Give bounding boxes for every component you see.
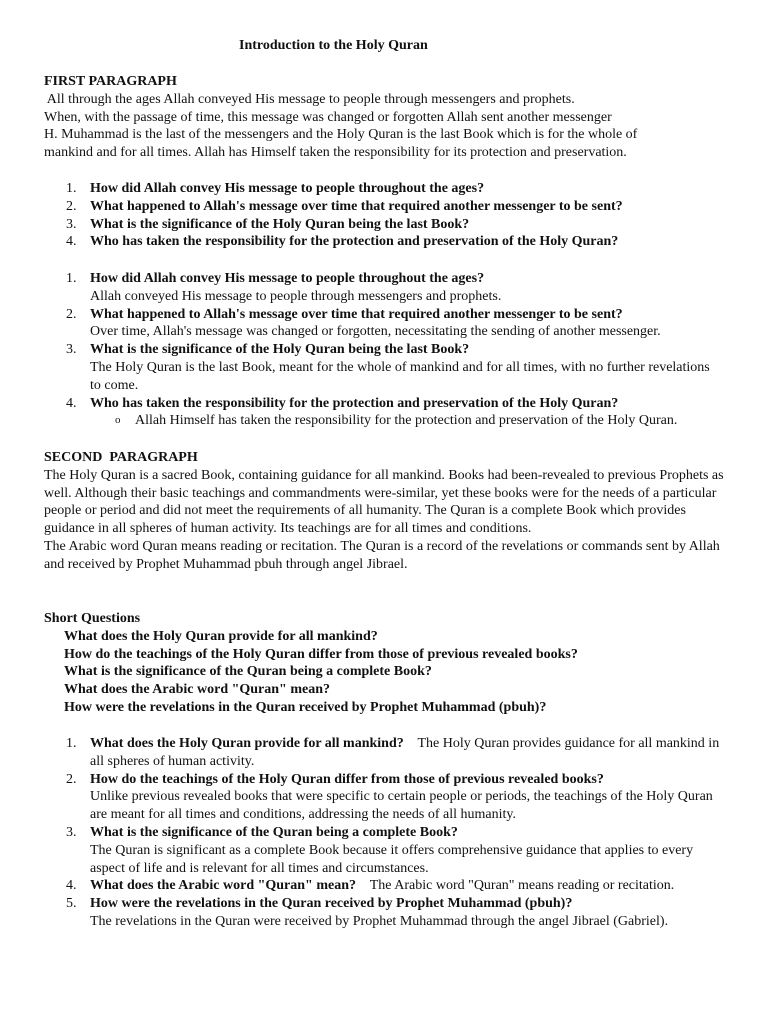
list-item bbox=[44, 180, 734, 198]
list-number: 1. bbox=[66, 271, 77, 286]
question-text: How do the teachings of the Holy Quran differ from those of previous revealed books? bbox=[90, 771, 604, 787]
list-item bbox=[44, 198, 734, 216]
answer-text: Allah conveyed His message to people through messengers and prophets. bbox=[90, 288, 502, 304]
answer-text: The Holy Quran provides guidance for all mankind in all spheres of human activity. bbox=[90, 736, 720, 769]
list-item bbox=[44, 877, 724, 895]
answer-text: The Quran is significant as a complete Book because it offers comprehensive guidance that applies to every aspect of life and is relevant for all times and circumstances. bbox=[90, 842, 694, 876]
short-questions-heading: Short Questions bbox=[44, 611, 141, 626]
list-number: 4. bbox=[66, 395, 77, 411]
list-item bbox=[44, 771, 724, 824]
question-text: What does the Holy Quran provide for all mankind? bbox=[90, 736, 404, 751]
list-number: 1. bbox=[66, 736, 77, 751]
list-number: 5. bbox=[66, 896, 77, 912]
short-question: What is the significance of the Quran being a complete Book? bbox=[64, 664, 432, 680]
question-text: How did Allah convey His message to people throughout the ages? bbox=[90, 181, 485, 196]
list-number: 4. bbox=[66, 234, 77, 250]
list-number: 3. bbox=[66, 824, 77, 840]
list-number: 2. bbox=[66, 306, 77, 322]
first-questions-list bbox=[44, 180, 734, 251]
list-item bbox=[44, 895, 724, 931]
answer-subitem bbox=[44, 412, 734, 430]
first-paragraph-line: H. Muhammad is the last of the messengers and the Holy Quran is the last Book which is for the whole of bbox=[44, 127, 638, 143]
list-item bbox=[44, 233, 734, 251]
question-text: How were the revelations in the Quran received by Prophet Muhammad (pbuh)? bbox=[90, 896, 573, 912]
list-item bbox=[44, 735, 724, 771]
question-text: How did Allah convey His message to people throughout the ages? bbox=[90, 271, 485, 286]
list-number: 1. bbox=[66, 181, 77, 196]
list-number: 3. bbox=[66, 216, 77, 232]
short-question: How do the teachings of the Holy Quran differ from those of previous revealed books? bbox=[64, 646, 578, 662]
second-paragraph-body: The Holy Quran is a sacred Book, containing guidance for all mankind. Books had been-revealed to previous Prophets as well. Although their basic teachings and commandments were-similar, yet these books were for the needs of a particular people or period and did not meet the requirements of all humanity. The Quran is a complete Book which provides guidance in all spheres of human activity. Its teachings are for all times and conditions. bbox=[44, 467, 724, 537]
first-paragraph-section bbox=[44, 73, 734, 162]
answer-text: The Arabic word "Quran" means reading or recitation. bbox=[369, 878, 675, 894]
second-paragraph-heading: SECOND PARAGRAPH bbox=[44, 450, 198, 465]
bullet-marker: o bbox=[115, 414, 121, 427]
question-text: What is the significance of the Holy Quran being the last Book? bbox=[90, 216, 470, 232]
list-number: 2. bbox=[66, 198, 77, 214]
answer-text: Unlike previous revealed books that were specific to certain people or periods, the teachings of the Holy Quran are meant for all times and conditions, addressing the needs of all humanity. bbox=[90, 789, 713, 823]
list-number: 4. bbox=[66, 878, 77, 894]
document-title: Introduction to the Holy Quran bbox=[239, 38, 428, 53]
question-text: Who has taken the responsibility for the protection and preservation of the Holy Quran? bbox=[90, 234, 619, 250]
list-number: 3. bbox=[66, 342, 77, 358]
question-text: What happened to Allah's message over time that required another messenger to be sent? bbox=[90, 198, 623, 214]
list-item bbox=[44, 824, 724, 877]
question-text: What does the Arabic word "Quran" mean? bbox=[90, 878, 356, 894]
first-paragraph-line: mankind and for all times. Allah has Himself taken the responsibility for its protection and preservation. bbox=[44, 145, 627, 161]
answer-text: Over time, Allah's message was changed or forgotten, necessitating the sending of another messenger. bbox=[90, 324, 661, 340]
first-paragraph-heading: FIRST PARAGRAPH bbox=[44, 74, 177, 89]
list-item bbox=[44, 306, 734, 342]
question-text: What is the significance of the Quran being a complete Book? bbox=[90, 824, 458, 840]
question-text: Who has taken the responsibility for the protection and preservation of the Holy Quran? bbox=[90, 395, 619, 411]
list-item bbox=[44, 216, 734, 234]
answer-text: Allah Himself has taken the responsibility for the protection and preservation of the Holy Quran. bbox=[135, 413, 678, 429]
first-answers-list bbox=[44, 270, 734, 430]
list-item bbox=[44, 270, 734, 306]
short-question: How were the revelations in the Quran received by Prophet Muhammad (pbuh)? bbox=[64, 699, 547, 715]
short-question: What does the Holy Quran provide for all mankind? bbox=[64, 628, 378, 644]
first-paragraph-line: When, with the passage of time, this message was changed or forgotten Allah sent another messenger bbox=[44, 109, 612, 125]
list-item bbox=[44, 341, 734, 394]
short-question: What does the Arabic word "Quran" mean? bbox=[64, 682, 330, 698]
list-item bbox=[44, 395, 734, 413]
second-answers-list bbox=[44, 735, 724, 931]
answer-text: The revelations in the Quran were received by Prophet Muhammad through the angel Jibrael (Gabriel). bbox=[90, 913, 669, 929]
second-paragraph-section bbox=[44, 449, 724, 574]
second-paragraph-body: The Arabic word Quran means reading or recitation. The Quran is a record of the revelations or commands sent by Allah and received by Prophet Muhammad pbuh through angel Jibrael. bbox=[44, 538, 720, 572]
first-paragraph-line: All through the ages Allah conveyed His message to people through messengers and prophets. bbox=[44, 91, 575, 107]
question-text: What is the significance of the Holy Quran being the last Book? bbox=[90, 342, 470, 358]
short-questions-section bbox=[44, 610, 734, 717]
list-number: 2. bbox=[66, 771, 77, 787]
answer-text: The Holy Quran is the last Book, meant for the whole of mankind and for all times, with no further revelations to come. bbox=[90, 359, 710, 393]
question-text: What happened to Allah's message over time that required another messenger to be sent? bbox=[90, 306, 623, 322]
